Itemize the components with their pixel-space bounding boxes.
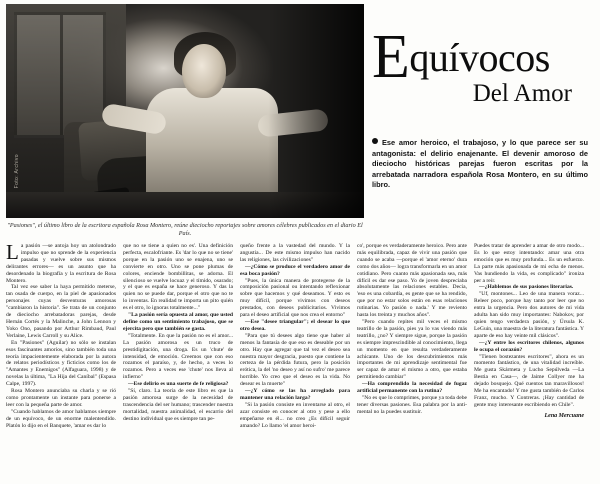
paragraph: "Para que tú desees algo tiene que haber al menos la fantasía de que eso es deseable por un otro. Hay que agregar que tal vez el deseo sea nuestra mayor desgracia, puesto que contiene la certeza de la pérdida futura, pero la posición erótica, la del 'no deseo y así no sufro' me parece horrible. Yo creo que el deseo es la vida. No desear es la muerte" [240, 332, 350, 388]
photo-shadow [268, 4, 364, 218]
headline-sub: Del Amor [472, 80, 572, 107]
column-1 [6, 240, 116, 479]
dropcap: L [6, 240, 19, 264]
paragraph: "Uf, montones... Leo de una manera voraz... Releer poco, porque hay tanto por leer que no entra la urgencia. Pero dos autores de mi vida adulta han sido muy importantes: Nabokov, por quien tengo verdadera pasión, y Úrsula K. LeGuin, una maestra de la literatura fantástica. Y aparte de eso hay veinte mil clásicos". [474, 291, 584, 339]
paragraph: "Pues, la única manera de protegerse de la composición pasional ou intentando reflexionar sobre que hacemos y qué deseamos. Y esto es muy difícil, porque vivimos con deseos prestados, con deseos publicitarios. Vivimos para el deseo artificial que nos crea el entorno" [240, 277, 350, 319]
question: —Ha comprendido la necesidad de fugaz artificial permanente con la rutina? [357, 381, 467, 395]
standfirst-text: Ese amor heroico, el trabajoso, y lo que parece ser su antagonista: el delirio enajenante. El devenir amoroso de dieciocho históricas parejas fueron escritas por la arrebatada narradora española Rosa Montero, en su último libro. [372, 138, 588, 190]
question: —¿Y cómo se las ha arreglado para mantener una relación larga? [240, 388, 350, 401]
column-3 [240, 243, 350, 479]
paragraph: "Cuando hablamos de amor hablamos siempre de un equívoco, de un enorme malentendido. Platón lo dijo en el Banquete, 'amar es dar lo [6, 408, 116, 429]
question: —Ese "desee triangular"; el desear lo que otro desea. [240, 318, 350, 332]
photo-image [6, 4, 364, 218]
standfirst [372, 138, 588, 191]
photo-credit: Foto: Archivo [14, 154, 20, 189]
paragraph: "Si la pasión consiste en inventarse al otro, el azar consiste en conocer al otro y pese a ello empeñarse en él... no creo ¿Es difícil seguir amando? Lo llamo 'el amor heroi- [240, 401, 350, 429]
paragraph: "No es que lo comprimes, porque ya toda debe tener diversas pasiones. Esa palabra por la anti-mental no la puedes sustituir. [357, 394, 467, 415]
paragraph: Tal vez ese saber la haya permitido meterse, tan osada de cuerpo, en la piel de apasionados personajes cuyas desventuras amorosas "cambiaron la historia". Se trata de un conjunto de dieciocho arrebatadoras parejas, desde Hernán Cortés y la Malinche, a John Lennon y Yoko Ono, pasando por Arthur Rimbaud, Paul Verlaine, Lewis Carroll y su Alice. [6, 284, 116, 339]
question: —Ese delirio es una suerte de fe religiosa? [128, 381, 229, 388]
paragraph: Puedes tratar de aprender a amar de otro modo... Es lo que estoy intentando: amar una otra emoción que es muy profunda... Es un esfuerzo. La parte más apasionada de mi echa de menos. Vas hundiendo la vida, es complicado" ironiza per a reír. [474, 243, 584, 284]
paragraph: queño frente a la vastedad del mundo. Y la angustia... De este mismo impulso han nacido las religiones, las civilizaciones" [240, 243, 350, 263]
photo-window [14, 12, 106, 138]
paragraph: co', porque es verdaderamente heroico. Pero ante más equilibrada, capaz de vivir una pasión que cuando se acaba —porque el 'amor eterno' dura como dos años— logra transformarla en un amor cotidiano. Pero cuanto más apasionada sea, más difícil es dar ese paso. Yo de joven despreciaba absolutamente las relaciones estables. Decía, 'eso es una cobardía, es gente que se ha rendido, que por no estar solos están en esas relaciones rutinarias. Yo pasión o nada.' Y me reviento hasta los treinta y muchos años". [357, 243, 467, 319]
headline-main-rest: quívocos [409, 35, 550, 80]
bullet-icon [372, 138, 378, 144]
paragraph [6, 240, 116, 284]
question: —¿Cómo se produce el verdadero amor de esa boca pasión? [240, 263, 350, 277]
column-2 [123, 243, 233, 479]
paragraph: "Tienen bostezantes escritores", ahora es un momento fantástico, de una vitalidad increíble. Me gusta Skármeta y Lucho Sepúlveda —La Bestia en Casa—, de Jaime Collyer me ha dejado bosquejo. Qué cuentos tan maravillosos! Me ha encantado! Y me gusta también de Carlos Franz, mucho. Y Contreras. ¡Hay cantidad de gente muy interesante escribiendo en Chile". [474, 353, 584, 408]
article-body [6, 240, 594, 479]
article-photo [6, 4, 364, 218]
question: —¿Y entre los escritores chilenos, algunos le ocupa el corazón? [474, 339, 584, 353]
paragraph: que no se tiene a quien no es'. Una definición perfecta, escalofriante. Es 'dar lo que no se tiene' porque en la pasión uno se enajena, uno se convierte en otro. Uno se pone plumas de colores, enciende bombillitas, se adorna. El silencioso se vuelve locuaz y el tímido, osarado; y el que es españa se hace generoso. Y das la quien no se puede dar, porque el otro que no te lo inventas. En realidad te importa un pito quién es el otro, lo ignoras totalmente..." [123, 243, 233, 312]
page-title [372, 23, 596, 108]
paragraph-text: a pasión —se antoja hoy un atolondrado impulso que no sprende de la experiencia pasadas y vuelve sobre sus mismos delirantes errores— es un asunto que ha desordenado la biografía y la escritura de Rosa Montero. [6, 243, 116, 284]
paragraph: "Totalmente. En que la pasión no es el amor... La pasión amorosa es un truco de prestidigitación, una droga. Es un 'chute' de intensidad, de emoción. Creemos que con eso rozamos el paraíso, y, de hecho, a veces lo rozamos. Pero a veces ese 'chute' nos lleva al infierno" [123, 332, 233, 381]
photo-caption: "Pasiones", el último libro de la escritora española Rosa Montero, reúne dieciocho reportajes sobre amores célebres publicados en el diario El País. [7, 222, 363, 238]
paragraph: "Pero cuando repites mil veces el mismo teatrillo de la pasión, pies ya lo vas viendo más teatrillo, ¿no? Y siempre sigue, porque la pasión es siempre imprescindible al conocimiento, llega un momento en que resulta verdaderamente achicante. Uno de los descubrimientos más importantes de mi aprendizaje sentimental fue ser capaz de amar el mismo a otro, que estaba permitiendo cambiar" [357, 318, 467, 381]
paragraph: En "Pasiones" (Aguilar) no sólo se instalan esos fascinantes amoríos, sino también toda una teoría impacientemente elaborada por la autora de relatos periodísticos y ficticios como los de "Amantes y Enemigos" (Alfaguara, 1998) y de novelas la última, "La Hija del Caníbal" (Espasa Calpe, 1997). [6, 339, 116, 388]
headline-main: Equívocos [372, 23, 550, 91]
paragraph: "Sí, claro. La teoría de este libro es que la pasión amorosa surge de la necesidad de trascendencia del ser humano; trascender nuestra mortalidad, nuestra animalidad, el escarrio del destino individual que es siempre tan pe- [123, 388, 233, 422]
photo-subject-head [182, 44, 226, 98]
column-5 [474, 243, 584, 479]
column-4 [357, 243, 467, 479]
question: —¿Hablemos de sus pasiones literarias. [479, 284, 574, 291]
paragraph: Rosa Montero anunciaba su charla y se rió como prontamente un instante para ponerse a leer con la pequeña parte de amor. [6, 388, 116, 408]
byline: Lena Mercuane [544, 412, 584, 419]
question: "La pasión sería opuesta al amor, que usted define como un sentimiento trabajoso, que se ejercita pero que también se gasta. [123, 312, 233, 332]
